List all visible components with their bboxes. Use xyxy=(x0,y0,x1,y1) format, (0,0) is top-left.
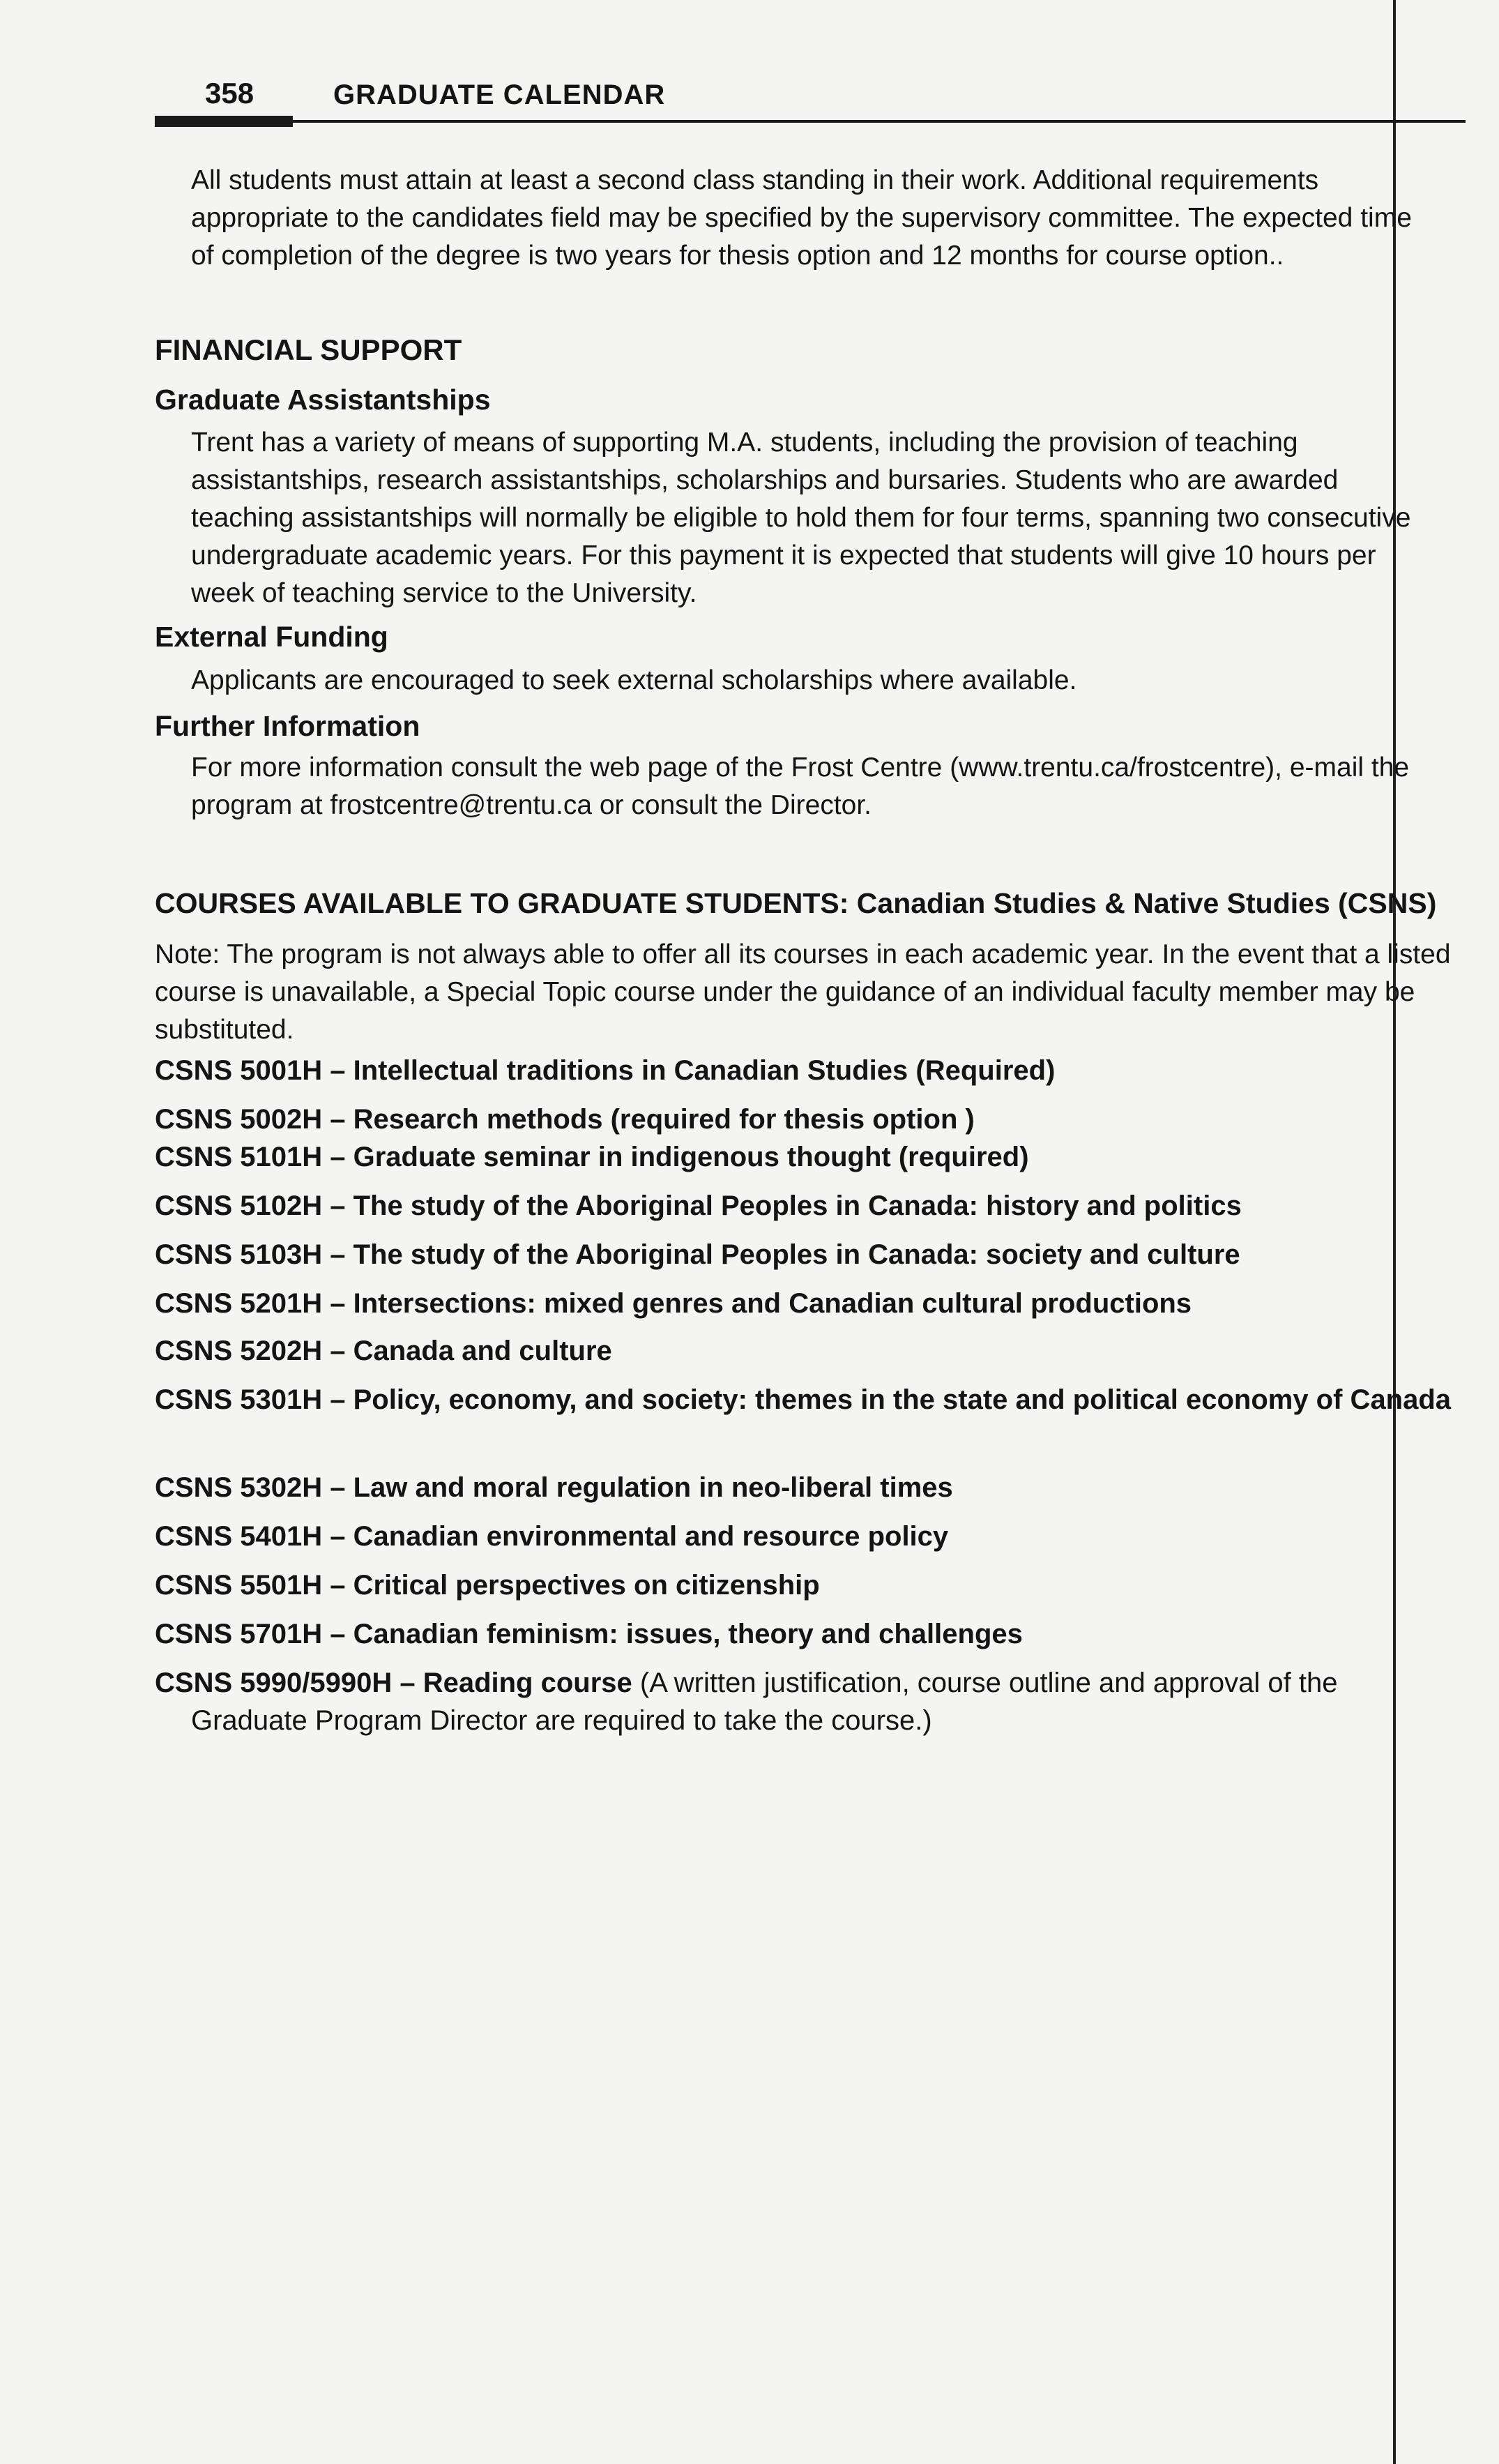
course-item xyxy=(155,1381,1460,1419)
course-title: CSNS 5501H – Critical perspectives on citizenship xyxy=(155,1570,820,1601)
course-title: CSNS 5101H – Graduate seminar in indigenous thought (required) xyxy=(155,1142,1029,1172)
course-title: CSNS 5103H – The study of the Aboriginal Peoples in Canada: society and culture xyxy=(155,1239,1240,1270)
course-title: CSNS 5102H – The study of the Aboriginal Peoples in Canada: history and politics xyxy=(155,1191,1242,1221)
course-item xyxy=(155,1469,1460,1506)
course-item xyxy=(155,1566,1460,1604)
course-title: CSNS 5302H – Law and moral regulation in neo-liberal times xyxy=(155,1472,953,1503)
course-title: CSNS 5001H – Intellectual traditions in Canadian Studies (Required) xyxy=(155,1055,1056,1086)
course-title: CSNS 5301H – Policy, economy, and society: themes in the state and political economy of Canada xyxy=(155,1384,1452,1415)
course-item xyxy=(155,1615,1460,1653)
financial-support-heading: FINANCIAL SUPPORT xyxy=(155,333,462,366)
external-funding-heading: External Funding xyxy=(155,621,388,653)
course-item xyxy=(155,1518,1460,1555)
header-rule xyxy=(155,120,1466,123)
graduate-assistantships-heading: Graduate Assistantships xyxy=(155,384,491,416)
intro-paragraph: All students must attain at least a second class standing in their work. Additional requirements appropriate to the candidates field may be specified by the supervisory committee. The expected time of completion of the degree is two years for thesis option and 12 months for course option.. xyxy=(191,165,1412,271)
external-funding-text: Applicants are encouraged to seek external scholarships where available. xyxy=(191,665,1077,695)
course-title: CSNS 5002H – Research methods (required for thesis option ) xyxy=(155,1104,975,1135)
course-item xyxy=(155,1138,1460,1176)
course-item xyxy=(155,1332,1460,1370)
course-item xyxy=(155,1101,1460,1138)
course-item xyxy=(155,1052,1460,1089)
course-title: CSNS 5202H – Canada and culture xyxy=(155,1336,612,1366)
course-item xyxy=(155,1664,1460,1739)
course-title: CSNS 5201H – Intersections: mixed genres and Canadian cultural productions xyxy=(155,1288,1192,1319)
course-title: CSNS 5990/5990H – Reading course xyxy=(155,1668,632,1698)
page-number: 358 xyxy=(205,77,254,109)
page-header xyxy=(155,71,1466,134)
course-item xyxy=(155,1285,1460,1322)
course-description: (A written justification, course outline and approval of the Graduate Program Director are required to take the course.) xyxy=(191,1668,1338,1736)
running-head: GRADUATE CALENDAR xyxy=(333,80,666,110)
course-title: CSNS 5401H – Canadian environmental and resource policy xyxy=(155,1521,949,1552)
further-information-text: For more information consult the web page of the Frost Centre (www.trentu.ca/frostcentre), e-mail the program at frostcentre@trentu.ca or consult the Director. xyxy=(191,753,1410,820)
course-title: CSNS 5701H – Canadian feminism: issues, theory and challenges xyxy=(155,1619,1023,1649)
graduate-assistantships-text: Trent has a variety of means of supporting M.A. students, including the provision of teaching assistantships, research assistantships, scholarships and bursaries. Students who are awarded teaching assistantships will normally be eligible to hold them for four terms, spanning two consecutive undergraduate academic years. For this payment it is expected that students will give 10 hours per week of teaching service to the University. xyxy=(191,428,1411,608)
course-item xyxy=(155,1236,1460,1273)
courses-heading: COURSES AVAILABLE TO GRADUATE STUDENTS: Canadian Studies & Native Studies (CSNS) xyxy=(155,887,1437,919)
page-edge-rule xyxy=(1393,0,1396,2464)
course-item xyxy=(155,1187,1460,1225)
further-information-heading: Further Information xyxy=(155,710,420,742)
header-rule-accent xyxy=(155,116,293,127)
courses-note: Note: The program is not always able to offer all its courses in each academic year. In the event that a listed course is unavailable, a Special Topic course under the guidance of an individual faculty member may be substituted. xyxy=(155,939,1451,1045)
